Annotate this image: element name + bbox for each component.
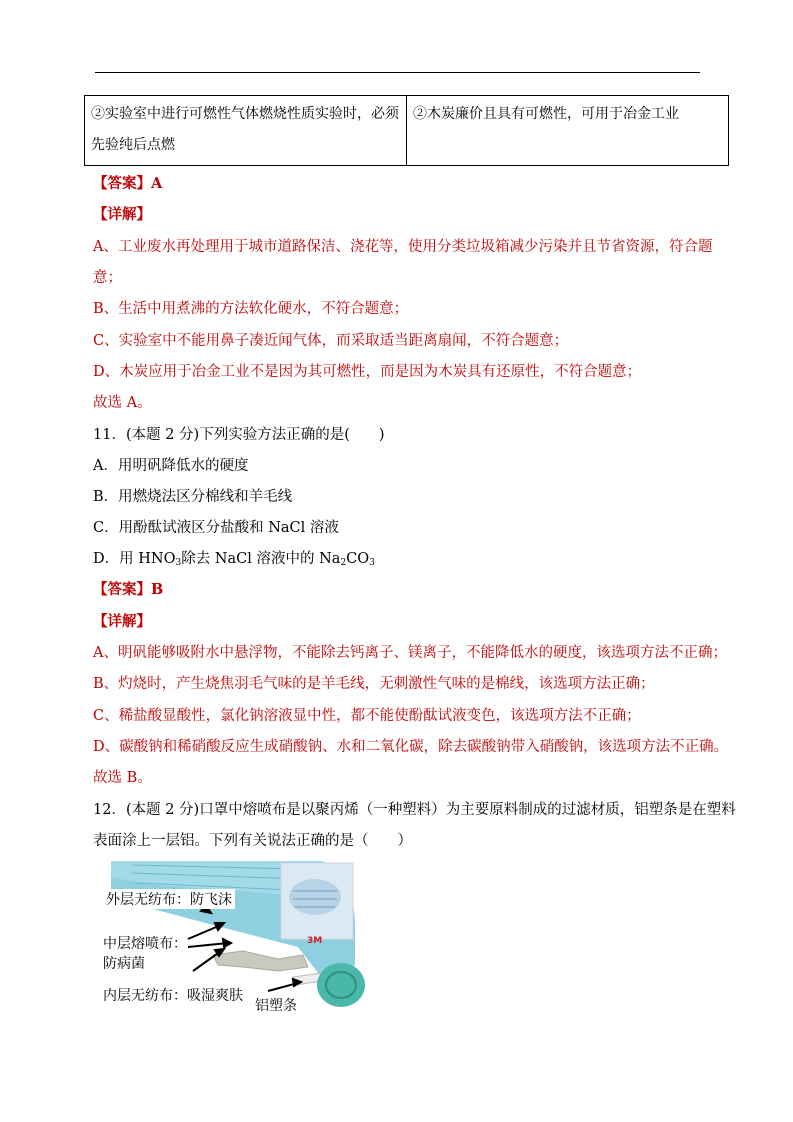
- header-rule: [95, 72, 700, 73]
- comparison-table: [84, 95, 729, 166]
- option-d-text: D．用 HNO: [93, 551, 176, 567]
- q10-detail-line: B、生活中用煮沸的方法软化硬水，不符合题意；: [93, 301, 409, 317]
- inset-mask: [289, 879, 341, 915]
- q11-conclusion: 故选 B。: [93, 770, 152, 786]
- q11-detail-tag: [93, 612, 151, 632]
- q11-option-b: B．用燃烧法区分棉线和羊毛线: [93, 489, 293, 505]
- q11-answer: [93, 580, 163, 600]
- q11-option-d: [93, 549, 375, 569]
- answer-value: A: [151, 175, 163, 192]
- label-aluminum-strip: 铝塑条: [255, 998, 297, 1014]
- subscript: 3: [369, 558, 375, 568]
- q11-detail-line: B、灼烧时，产生烧焦羽毛气味的是羊毛线，无刺激性气味的是棉线，该选项方法正确；: [93, 676, 655, 692]
- q10-detail-line: D、木炭应用于冶金工业不是因为其可燃性，而是因为木炭具有还原性，不符合题意；: [93, 364, 642, 380]
- option-d-text: CO: [346, 551, 370, 567]
- q10-detail-line: A、工业废水再处理用于城市道路保洁、浇花等，使用分类垃圾箱减少污染并且节省资源，符合题: [93, 239, 713, 255]
- q11-detail-line: C、稀盐酸显酸性，氯化钠溶液显中性，都不能使酚酞试液变色，该选项方法不正确；: [93, 708, 641, 724]
- subscript: 3: [175, 558, 182, 568]
- n95-mask: [317, 963, 365, 1007]
- q11-option-c: C．用酚酞试液区分盐酸和 NaCl 溶液: [93, 520, 339, 536]
- q11-detail-line: D、碳酸钠和稀硝酸反应生成硝酸钠、水和二氧化碳，除去碳酸钠带入硝酸钠，该选项方法不正确。: [93, 739, 729, 755]
- q11-detail-line: A、明矾能够吸附水中悬浮物，不能除去钙离子、镁离子，不能降低水的硬度，该选项方法不正确；: [93, 645, 727, 661]
- label-middle-layer-2: 防病菌: [103, 956, 145, 972]
- meltblown-layer: [213, 951, 308, 971]
- q12-stem-line2: 表面涂上一层铝。下列有关说法正确的是（ ）: [93, 833, 412, 849]
- table-cell-left: ②实验室中进行可燃性气体燃烧性质实验时，必须先验纯后点燃: [85, 96, 407, 166]
- label-outer-layer: 外层无纺布：防飞沫: [103, 889, 235, 909]
- detail-tag: 【详解】: [93, 206, 151, 223]
- subscript: 2: [340, 558, 347, 568]
- q11-option-a: A．用明矾降低水的硬度: [93, 458, 249, 474]
- answer-tag: 【答案】: [93, 175, 151, 192]
- q10-detail-line: C、实验室中不能用鼻子凑近闻气体，而采取适当距离扇闻，不符合题意；: [93, 333, 569, 349]
- table-cell-right: ②木炭廉价且具有可燃性，可用于冶金工业: [407, 96, 729, 166]
- answer-value: B: [151, 581, 164, 598]
- detail-tag: 【详解】: [93, 613, 151, 630]
- q11-stem: 11．(本题 2 分)下列实验方法正确的是( ): [93, 427, 385, 443]
- label-middle-layer: 中层熔喷布：: [103, 936, 187, 952]
- q12-stem-line1: 12．(本题 2 分)口罩中熔喷布是以聚丙烯（一种塑料）为主要原料制成的过滤材质，铝塑条是在塑料: [93, 802, 736, 818]
- q10-conclusion: 故选 A。: [93, 395, 152, 411]
- mask-illustration: [93, 855, 368, 1020]
- label-inner-layer: 内层无纺布：吸湿爽肤: [103, 988, 243, 1004]
- q10-answer: [93, 174, 162, 194]
- brand-logo: 3M: [307, 936, 323, 946]
- option-d-text: 除去 NaCl 溶液中的 Na: [181, 551, 341, 567]
- answer-tag: 【答案】: [93, 581, 151, 598]
- q10-detail-line: 意；: [93, 270, 122, 286]
- q10-detail-tag: [93, 205, 151, 225]
